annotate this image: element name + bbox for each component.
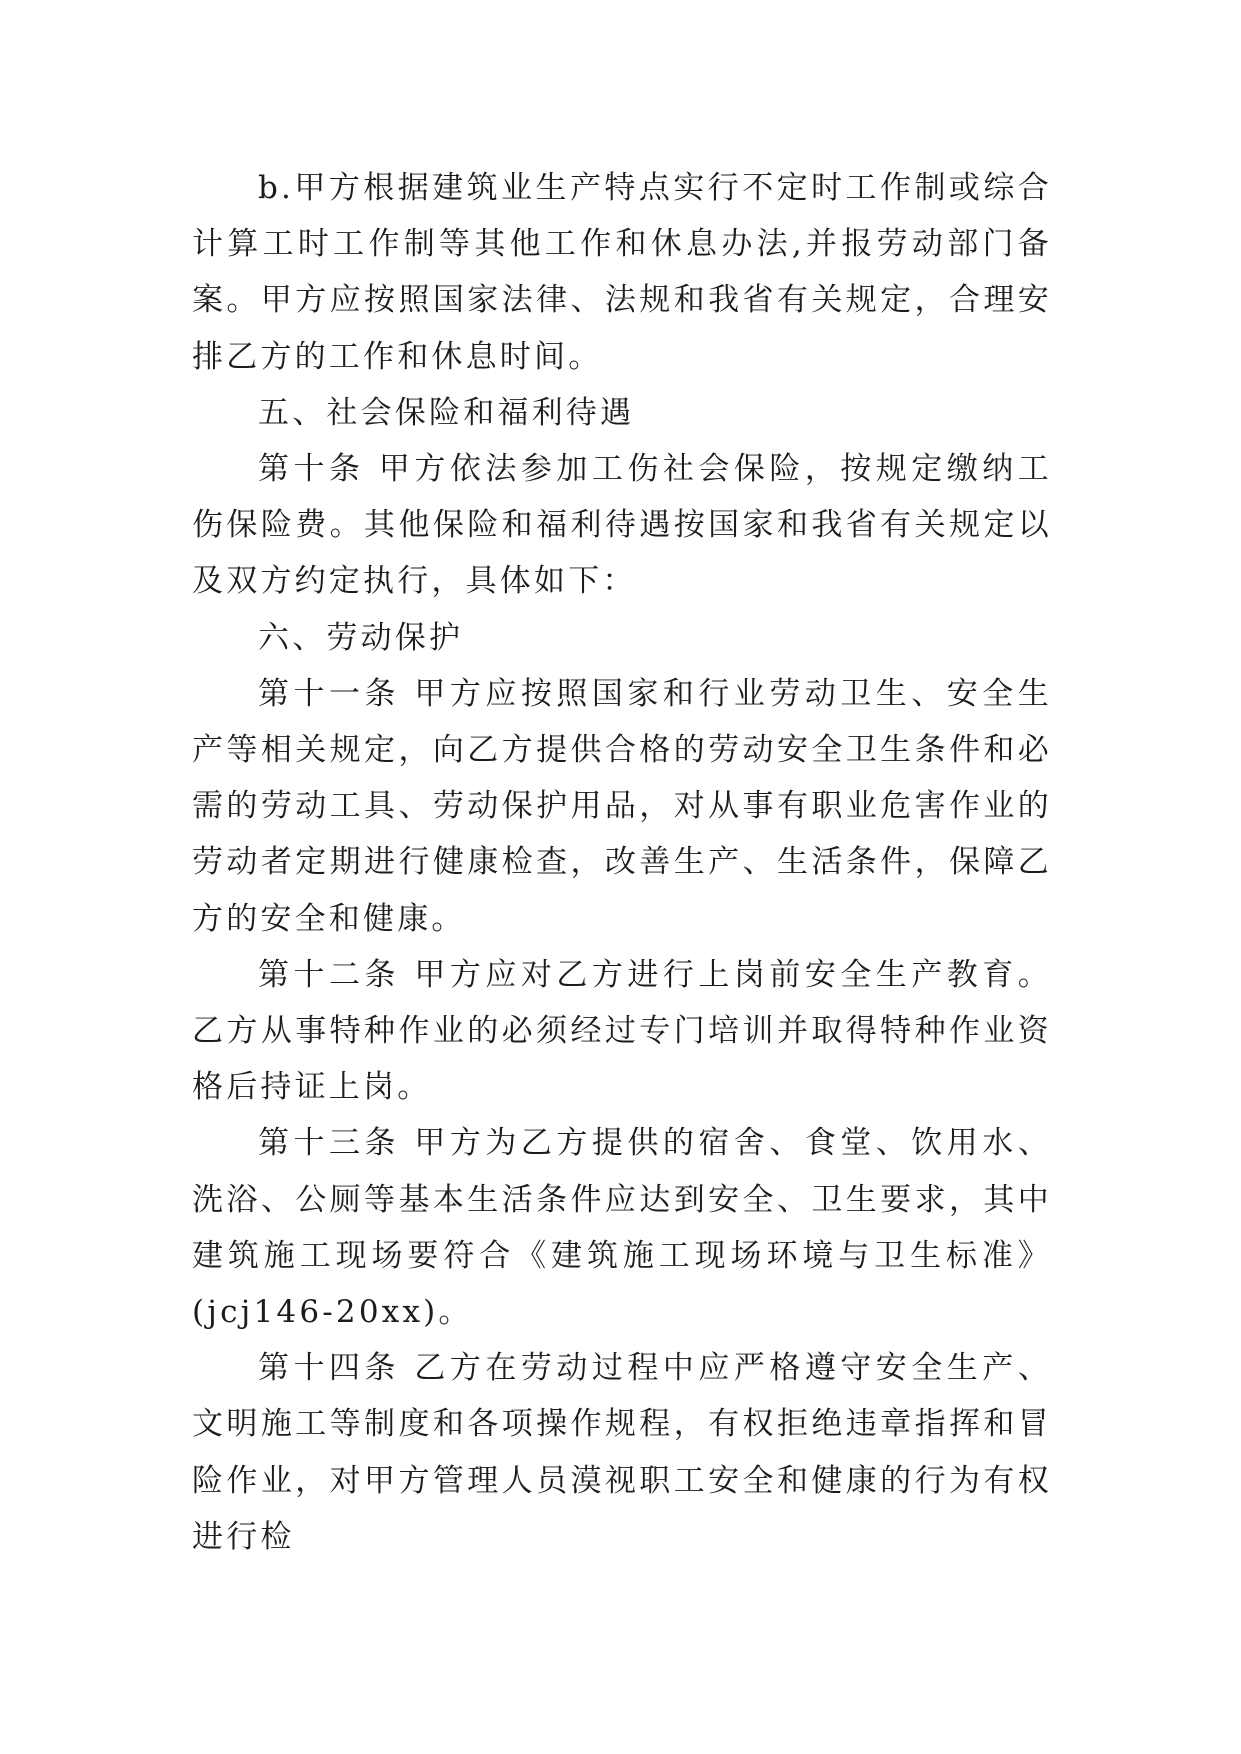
- paragraph-article-10: 第十条 甲方依法参加工伤社会保险，按规定缴纳工伤保险费。其他保险和福利待遇按国家和我省有关规定以及双方约定执行，具体如下：: [192, 451, 1052, 600]
- heading-labor-protection: 六、劳动保护: [258, 619, 464, 656]
- paragraph-article-12: 第十二条 甲方应对乙方进行上岗前安全生产教育。乙方从事特种作业的必须经过专门培训并取得特种作业资格后持证上岗。: [192, 956, 1052, 1106]
- heading-social-insurance: 五、社会保险和福利待遇: [258, 394, 635, 431]
- paragraph-article-13: 第十三条 甲方为乙方提供的宿舍、食堂、饮用水、洗浴、公厕等基本生活条件应达到安全、卫生要求，其中建筑施工现场要符合《建筑施工现场环境与卫生标准》(jcj146-20xx)。: [192, 1125, 1052, 1331]
- document-body: [192, 160, 1052, 1565]
- paragraph-article-14: 第十四条 乙方在劳动过程中应严格遵守安全生产、文明施工等制度和各项操作规程，有权拒绝违章指挥和冒险作业，对甲方管理人员漠视职工安全和健康的行为有权进行检: [192, 1350, 1052, 1555]
- paragraph-article-11: 第十一条 甲方应按照国家和行业劳动卫生、安全生产等相关规定，向乙方提供合格的劳动安全卫生条件和必需的劳动工具、劳动保护用品，对从事有职业危害作业的劳动者定期进行健康检查，改善生产、生活条件，保障乙方的安全和健康。: [192, 675, 1052, 937]
- paragraph-working-hours-b: b.甲方根据建筑业生产特点实行不定时工作制或综合计算工时工作制等其他工作和休息办法,并报劳动部门备案。甲方应按照国家法律、法规和我省有关规定，合理安排乙方的工作和休息时间。: [192, 170, 1052, 375]
